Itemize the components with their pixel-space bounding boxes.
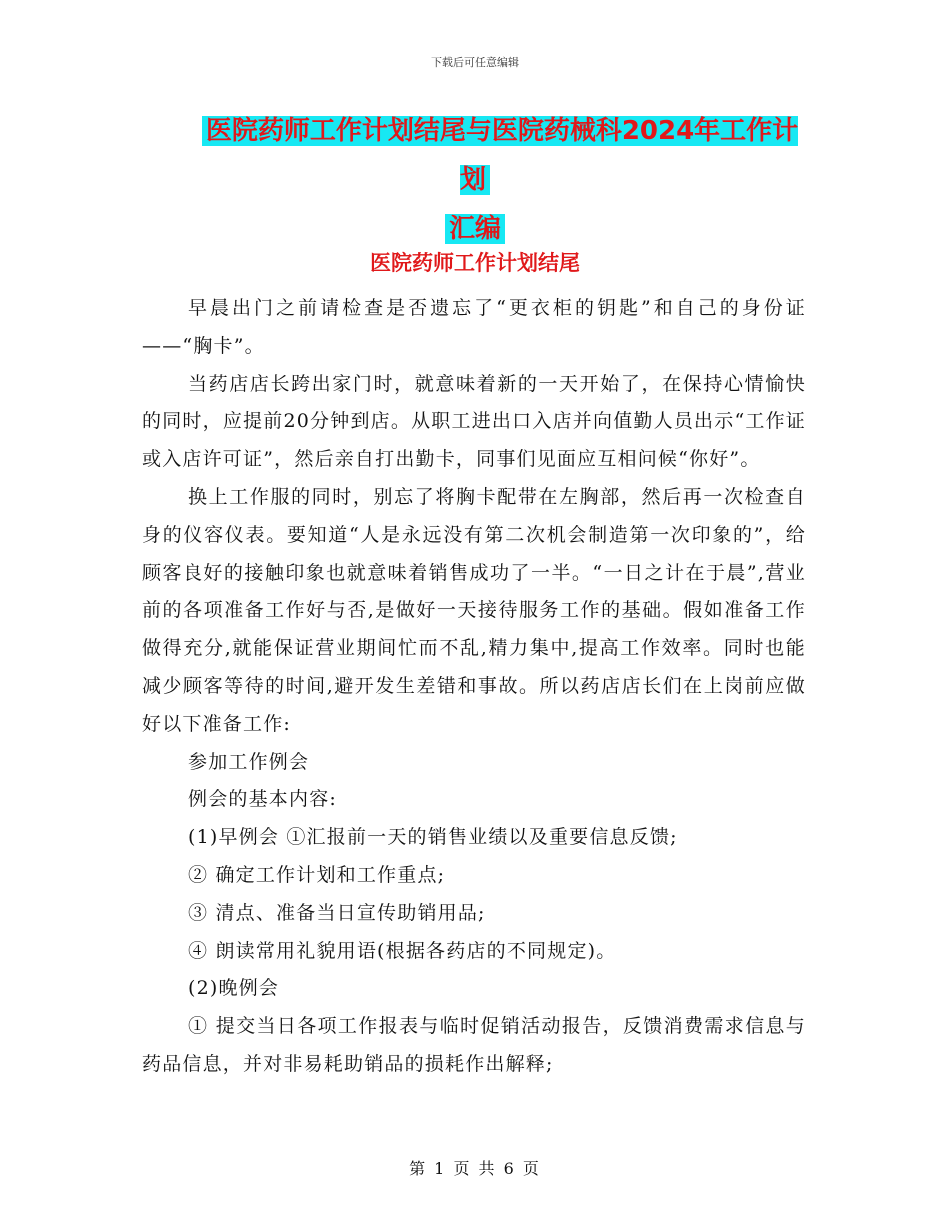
title-line-1: 医院药师工作计划结尾与医院药械科2024年工作计划 xyxy=(202,116,798,195)
list-item: (1)早例会 ①汇报前一天的销售业绩以及重要信息反馈; xyxy=(188,826,678,849)
list-item: ③ 清点、准备当日宣传助销用品; xyxy=(188,901,486,924)
document-title xyxy=(140,108,810,255)
paragraph: ① 提交当日各项工作报表与临时促销活动报告，反馈消费需求信息与药品信息，并对非易耗助销品的损耗作出解释; xyxy=(142,1015,806,1075)
paragraph: 早晨出门之前请检查是否遗忘了“更衣柜的钥匙”和自己的身份证——“胸卡”。 xyxy=(142,297,806,357)
section-subtitle: 医院药师工作计划结尾 xyxy=(370,251,580,275)
document-body xyxy=(142,290,806,1084)
page-footer: 第 1 页 共 6 页 xyxy=(409,1159,541,1178)
title-line-2: 汇编 xyxy=(445,214,505,244)
list-item: 例会的基本内容: xyxy=(188,788,338,811)
header-note: 下载后可任意编辑 xyxy=(431,56,519,69)
list-item: ② 确定工作计划和工作重点; xyxy=(188,863,446,886)
list-item: (2)晚例会 xyxy=(188,977,280,1000)
paragraph: 换上工作服的同时，别忘了将胸卡配带在左胸部，然后再一次检查自身的仪容仪表。要知道“人是永远没有第二次机会制造第一次印象的”，给顾客良好的接触印象也就意味着销售成功了一半。“一日之计在于晨”,营业前的各项准备工作好与否,是做好一天接待服务工作的基础。假如准备工作做得充分,就能保证营业期间忙而不乱,精力集中,提高工作效率。同时也能减少顾客等待的时间,避开发生差错和事故。所以药店店长们在上岗前应做好以下准备工作: xyxy=(142,485,806,735)
paragraph: 当药店店长跨出家门时，就意味着新的一天开始了，在保持心情愉快的同时，应提前20分钟到店。从职工进出口入店并向值勤人员出示“工作证或入店许可证”，然后亲自打出勤卡，同事们见面应互相问候“你好”。 xyxy=(142,372,806,471)
list-item: ④ 朗读常用礼貌用语(根据各药店的不同规定)。 xyxy=(188,939,617,962)
list-item: 参加工作例会 xyxy=(188,750,310,773)
